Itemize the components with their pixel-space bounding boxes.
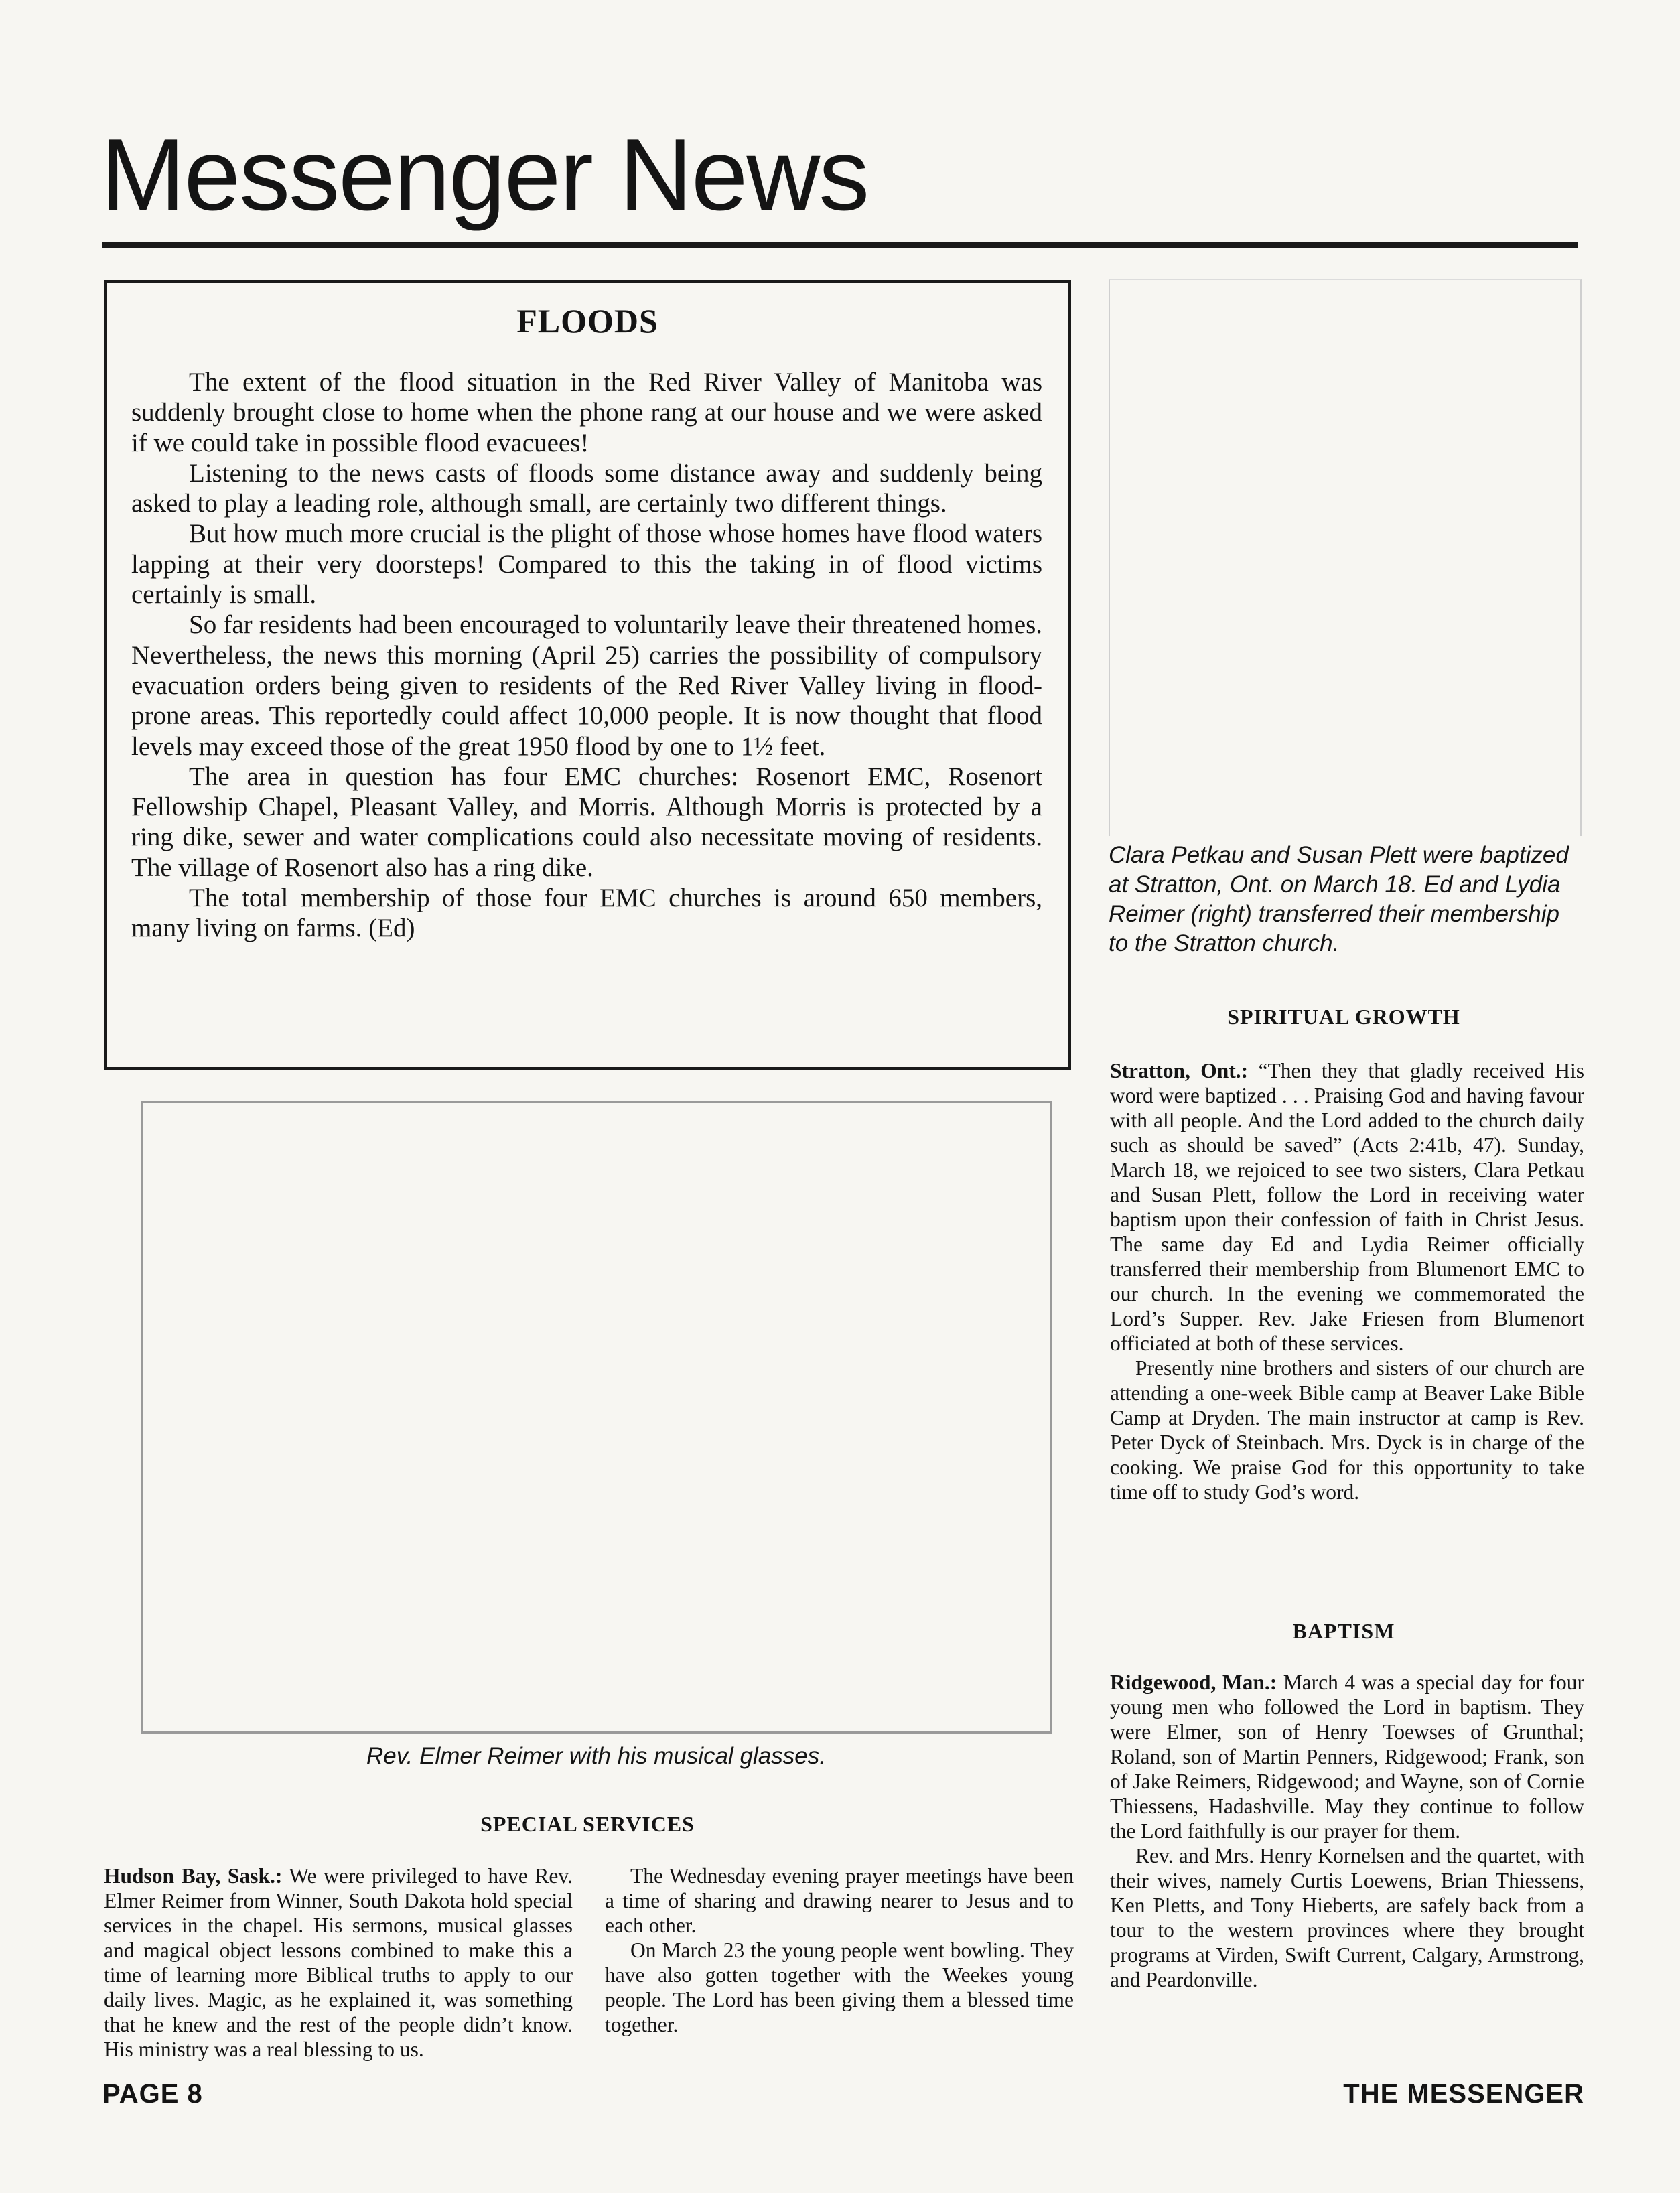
baptism-article [1110, 1670, 1584, 1992]
article-paragraph: On March 23 the young people went bowling. They have also gotten together with the Weekes young people. The Lord has been giving them a blessed time together. [605, 1938, 1074, 2036]
floods-paragraph: The extent of the flood situation in the Red River Valley of Manitoba was suddenly brought close to home when the phone rang at our house and we were asked if we could take in possible flood evacuees! [131, 368, 1042, 457]
article-paragraph: The Wednesday evening prayer meetings have been a time of sharing and drawing nearer to Jesus and to each other. [605, 1864, 1074, 1937]
baptism-photo [1109, 279, 1582, 836]
special-services-heading: SPECIAL SERVICES [480, 1812, 695, 1836]
musical-glasses-photo [141, 1101, 1052, 1734]
floods-paragraph: But how much more crucial is the plight of those whose homes have flood waters lapping at their very doorsteps! Compared to this the taking in of flood victims certainly is small. [131, 519, 1042, 610]
floods-paragraph: So far residents had been encouraged to voluntarily leave their threatened homes. Nevertheless, the news this morning (April 25) carries the possibility of compulsory evacuation orders being given to residents of the Red River Valley living in flood-prone areas. This reportedly could affect 10,000 people. It is now thought that flood levels may exceed those of the great 1950 flood by one to 1½ feet. [131, 610, 1042, 761]
dateline: Ridgewood, Man.: [1110, 1671, 1277, 1694]
article-paragraph: Presently nine brothers and sisters of our church are attending a one-week Bible camp at Beaver Lake Bible Camp at Dryden. The main instructor at camp is Rev. Peter Dyck of Steinbach. Mrs. Dyck is in charge of the cooking. We praise God for this opportunity to take time off to study God’s word. [1110, 1356, 1584, 1504]
special-services-column-1 [104, 1863, 573, 2062]
article-text: We were privileged to have Rev. Elmer Reimer from Winner, South Dakota hold special services in the chapel. His sermons, musical glasses and magical object lessons combined to make this a time of learning more Biblical truths to apply to our daily lives. Magic, as he explained it, was something that he knew and the rest of the people didn’t know. His ministry was a real blessing to us. [104, 1864, 573, 2061]
masthead-title: Messenger News [100, 118, 869, 232]
floods-title: FLOODS [516, 302, 658, 340]
baptism-heading: BAPTISM [1292, 1619, 1395, 1643]
musical-glasses-photo-caption: Rev. Elmer Reimer with his musical glasses. [366, 1743, 826, 1769]
article-text: March 4 was a special day for four young men who followed the Lord in baptism. They were Elmer, son of Henry Toewses of Grunthal; Roland, son of Martin Penners, Ridgewood; Frank, son of Jake Reimers, Ridgewood; and Wayne, son of Cornie Thiessens, Hadashville. May they continue to follow the Lord faithfully is our prayer for them. [1110, 1671, 1584, 1843]
baptism-photo-caption: Clara Petkau and Susan Plett were baptized at Stratton, Ont. on March 18. Ed and Lydia Reimer (right) transferred their membership to the Stratton church. [1109, 842, 1569, 957]
floods-article-box [104, 280, 1071, 1070]
article-paragraph: Rev. and Mrs. Henry Kornelsen and the quartet, with their wives, namely Curtis Loewens, Brian Thiessens, Ken Pletts, and Tony Hieberts, are safely back from a tour to the western provinces where they brought programs at Virden, Swift Current, Calgary, Armstrong, and Peardonville. [1110, 1844, 1584, 1991]
masthead-rule [102, 242, 1578, 248]
spiritual-growth-article [1110, 1058, 1584, 1504]
special-services-column-2 [605, 1863, 1074, 2037]
floods-body [131, 367, 1042, 944]
page-number: PAGE 8 [102, 2079, 203, 2109]
publication-name: THE MESSENGER [1343, 2079, 1584, 2109]
floods-paragraph: The area in question has four EMC churches: Rosenort EMC, Rosenort Fellowship Chapel, Pleasant Valley, and Morris. Although Morris is protected by a ring dike, sewer and water complications could also necessitate moving of residents. The village of Rosenort also has a ring dike. [131, 762, 1042, 882]
article-text: “Then they that gladly received His word were baptized . . . Praising God and having favour with all people. And the Lord added to the church daily such as should be saved” (Acts 2:41b, 47). Sunday, March 18, we rejoiced to see two sisters, Clara Petkau and Susan Plett, follow the Lord in receiving water baptism upon their confession of faith in Christ Jesus. The same day Ed and Lydia Reimer officially transferred their membership from Blumenort EMC to our church. In the evening we commemorated the Lord’s Supper. Rev. Jake Friesen from Blumenort officiated at both of these services. [1110, 1059, 1584, 1355]
spiritual-growth-heading: SPIRITUAL GROWTH [1227, 1005, 1460, 1029]
dateline: Hudson Bay, Sask.: [104, 1864, 283, 1888]
floods-paragraph: The total membership of those four EMC churches is around 650 members, many living on farms. (Ed) [131, 883, 1042, 943]
floods-paragraph: Listening to the news casts of floods some distance away and suddenly being asked to play a leading role, although small, are certainly two different things. [131, 458, 1042, 518]
dateline: Stratton, Ont.: [1110, 1059, 1249, 1082]
